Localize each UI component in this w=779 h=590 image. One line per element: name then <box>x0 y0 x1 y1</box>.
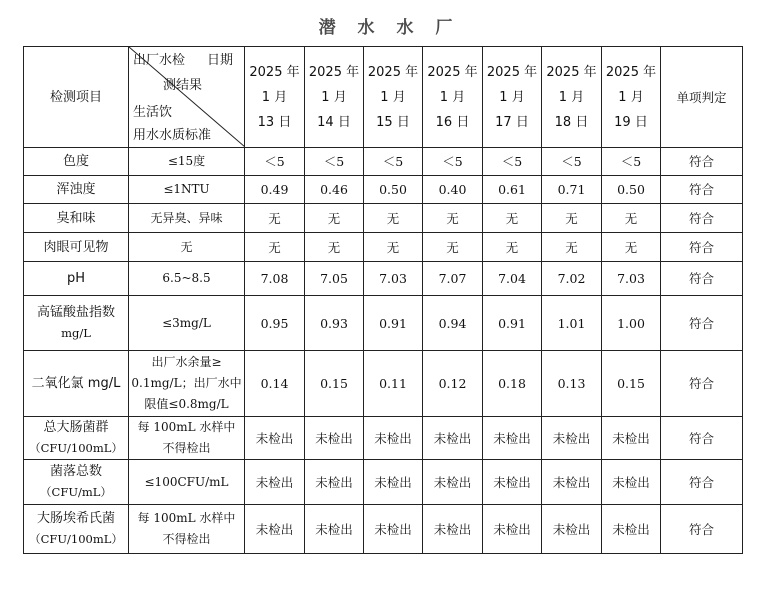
row-value-cell: 未检出 <box>245 417 305 460</box>
table-row <box>24 460 743 505</box>
row-value-cell: 无 <box>305 233 364 262</box>
row-value-cell: 无 <box>542 204 602 233</box>
row-value-cell: 0.95 <box>245 296 305 351</box>
date-col-5: 2025 年 1 月 18 日 <box>542 47 602 148</box>
row-value-cell: 0.40 <box>423 176 483 204</box>
row-value-cell: 0.18 <box>483 351 542 417</box>
row-verdict-cell: 符合 <box>661 262 743 296</box>
row-value-cell: 0.94 <box>423 296 483 351</box>
row-value-cell: ＜5 <box>483 148 542 176</box>
row-value-cell: ＜5 <box>602 148 661 176</box>
row-verdict-cell: 符合 <box>661 176 743 204</box>
table-row <box>24 233 743 262</box>
diag-label-top-left: 出厂水检 <box>133 53 186 68</box>
row-value-cell: 未检出 <box>364 505 423 554</box>
row-value-cell: 7.03 <box>602 262 661 296</box>
row-verdict-cell: 符合 <box>661 148 743 176</box>
date-col-6: 2025 年 1 月 19 日 <box>602 47 661 148</box>
row-verdict-cell: 符合 <box>661 505 743 554</box>
row-standard-cell: ≤3mg/L <box>129 296 245 351</box>
row-value-cell: 1.01 <box>542 296 602 351</box>
header-item-cell: 检测项目 <box>24 47 129 148</box>
row-standard-cell: ≤100CFU/mL <box>129 460 245 505</box>
row-value-cell: 未检出 <box>364 460 423 505</box>
row-value-cell: 0.15 <box>602 351 661 417</box>
diag-label-top-right: 日期 <box>207 53 234 68</box>
row-value-cell: 无 <box>364 233 423 262</box>
row-value-cell: 0.93 <box>305 296 364 351</box>
row-value-cell: 未检出 <box>602 417 661 460</box>
row-item-cell: 臭和味 <box>24 204 129 233</box>
row-item-cell: pH <box>24 262 129 296</box>
row-value-cell: 未检出 <box>423 460 483 505</box>
row-value-cell: 无 <box>364 204 423 233</box>
row-item-cell: 高锰酸盐指数 mg/L <box>24 296 129 351</box>
row-verdict-cell: 符合 <box>661 233 743 262</box>
row-standard-cell: 每 100mL 水样中 不得检出 <box>129 417 245 460</box>
date-col-0: 2025 年 1 月 13 日 <box>245 47 305 148</box>
row-value-cell: 未检出 <box>305 460 364 505</box>
row-value-cell: ＜5 <box>542 148 602 176</box>
row-value-cell: 未检出 <box>423 417 483 460</box>
row-value-cell: 未检出 <box>423 505 483 554</box>
row-value-cell: 无 <box>483 233 542 262</box>
table-row <box>24 351 743 417</box>
row-value-cell: 0.46 <box>305 176 364 204</box>
row-value-cell: 无 <box>245 204 305 233</box>
row-value-cell: 0.71 <box>542 176 602 204</box>
diag-label-bottom-2: 用水水质标准 <box>133 128 212 143</box>
row-value-cell: 0.15 <box>305 351 364 417</box>
header-verdict-cell: 单项判定 <box>661 47 743 148</box>
row-verdict-cell: 符合 <box>661 460 743 505</box>
row-verdict-cell: 符合 <box>661 296 743 351</box>
row-value-cell: 0.11 <box>364 351 423 417</box>
row-value-cell: 未检出 <box>542 417 602 460</box>
row-value-cell: 0.50 <box>602 176 661 204</box>
table-row <box>24 176 743 204</box>
row-value-cell: 无 <box>423 233 483 262</box>
row-value-cell: 未检出 <box>483 505 542 554</box>
row-value-cell: 7.07 <box>423 262 483 296</box>
row-item-cell: 二氧化氯 mg/L <box>24 351 129 417</box>
row-item-cell: 浑浊度 <box>24 176 129 204</box>
row-item-cell: 总大肠菌群 （CFU/100mL） <box>24 417 129 460</box>
row-item-cell: 肉眼可见物 <box>24 233 129 262</box>
date-col-3: 2025 年 1 月 16 日 <box>423 47 483 148</box>
row-value-cell: 0.49 <box>245 176 305 204</box>
row-value-cell: ＜5 <box>305 148 364 176</box>
date-col-2: 2025 年 1 月 15 日 <box>364 47 423 148</box>
row-value-cell: ＜5 <box>364 148 423 176</box>
row-standard-cell: 每 100mL 水样中 不得检出 <box>129 505 245 554</box>
row-standard-cell: 6.5~8.5 <box>129 262 245 296</box>
row-value-cell: 0.12 <box>423 351 483 417</box>
row-value-cell: 未检出 <box>542 460 602 505</box>
row-value-cell: 无 <box>602 204 661 233</box>
table-row <box>24 417 743 460</box>
row-standard-cell: ≤1NTU <box>129 176 245 204</box>
table-row <box>24 296 743 351</box>
row-value-cell: ＜5 <box>245 148 305 176</box>
date-col-4: 2025 年 1 月 17 日 <box>483 47 542 148</box>
row-value-cell: 1.00 <box>602 296 661 351</box>
row-value-cell: 0.91 <box>364 296 423 351</box>
row-value-cell: 未检出 <box>483 460 542 505</box>
row-value-cell: 7.08 <box>245 262 305 296</box>
row-standard-cell: 无 <box>129 233 245 262</box>
row-value-cell: 7.02 <box>542 262 602 296</box>
row-value-cell: 无 <box>542 233 602 262</box>
row-item-cell: 菌落总数 （CFU/mL） <box>24 460 129 505</box>
row-standard-cell: 无异臭、异味 <box>129 204 245 233</box>
row-standard-cell: ≤15度 <box>129 148 245 176</box>
row-item-cell: 大肠埃希氏菌 （CFU/100mL） <box>24 505 129 554</box>
row-value-cell: 未检出 <box>245 505 305 554</box>
table-row <box>24 148 743 176</box>
row-value-cell: 0.50 <box>364 176 423 204</box>
table-body <box>24 47 743 554</box>
row-value-cell: 无 <box>305 204 364 233</box>
row-value-cell: 未检出 <box>542 505 602 554</box>
row-standard-cell: 出厂水余量≥ 0.1mg/L；出厂水中 限值≤0.8mg/L <box>129 351 245 417</box>
row-value-cell: 无 <box>483 204 542 233</box>
table-row <box>24 204 743 233</box>
row-value-cell: ＜5 <box>423 148 483 176</box>
row-verdict-cell: 符合 <box>661 351 743 417</box>
row-value-cell: 7.03 <box>364 262 423 296</box>
date-col-1: 2025 年 1 月 14 日 <box>305 47 364 148</box>
diag-label-bottom-1: 生活饮 <box>133 105 173 120</box>
row-value-cell: 无 <box>602 233 661 262</box>
row-value-cell: 无 <box>423 204 483 233</box>
row-value-cell: 无 <box>245 233 305 262</box>
row-value-cell: 未检出 <box>305 417 364 460</box>
row-value-cell: 未检出 <box>483 417 542 460</box>
row-verdict-cell: 符合 <box>661 417 743 460</box>
page-title: 潜 水 水 厂 <box>318 18 461 38</box>
water-quality-table <box>23 46 743 554</box>
table-row <box>24 262 743 296</box>
row-value-cell: 未检出 <box>602 460 661 505</box>
row-value-cell: 0.91 <box>483 296 542 351</box>
header-diagonal-cell <box>129 47 245 148</box>
row-value-cell: 0.61 <box>483 176 542 204</box>
row-verdict-cell: 符合 <box>661 204 743 233</box>
row-value-cell: 7.05 <box>305 262 364 296</box>
row-value-cell: 未检出 <box>245 460 305 505</box>
row-value-cell: 未检出 <box>364 417 423 460</box>
row-value-cell: 0.14 <box>245 351 305 417</box>
table-row <box>24 505 743 554</box>
diag-label-mid: 测结果 <box>163 78 203 93</box>
row-value-cell: 0.13 <box>542 351 602 417</box>
header-row <box>24 47 743 148</box>
row-value-cell: 未检出 <box>602 505 661 554</box>
row-value-cell: 未检出 <box>305 505 364 554</box>
row-value-cell: 7.04 <box>483 262 542 296</box>
row-item-cell: 色度 <box>24 148 129 176</box>
